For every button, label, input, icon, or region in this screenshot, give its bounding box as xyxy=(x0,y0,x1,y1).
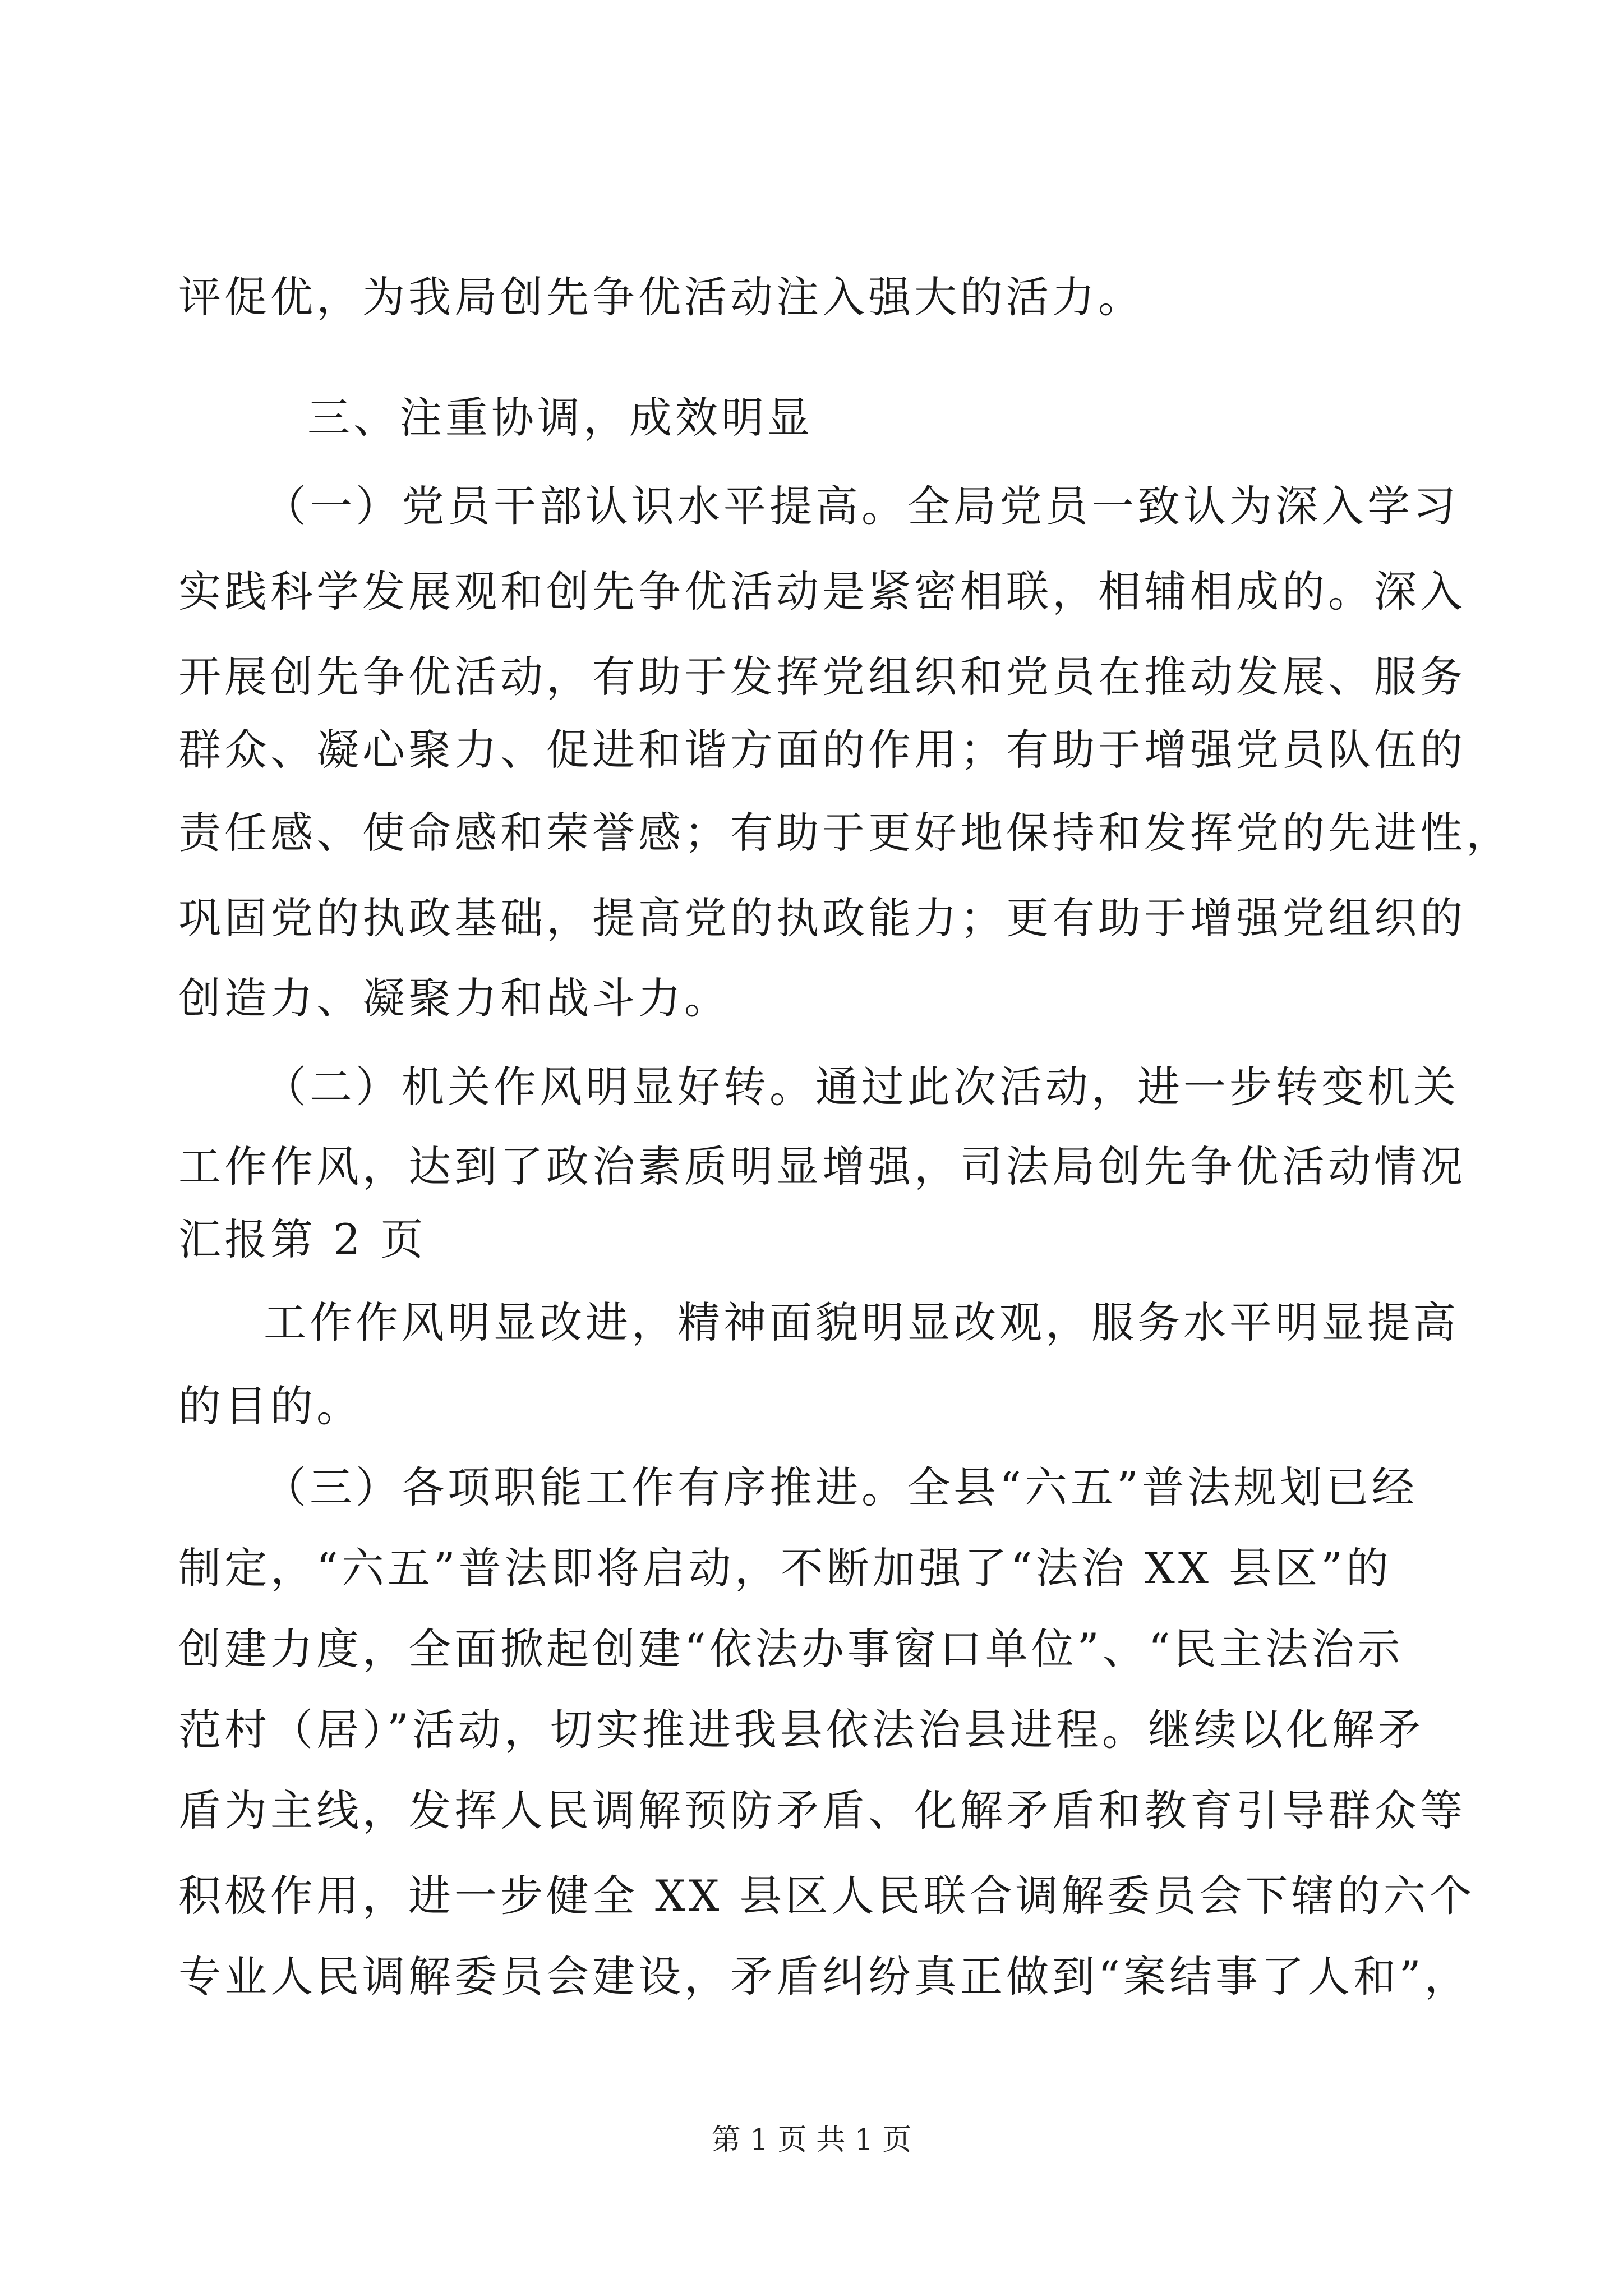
text-line: 盾为主线，发挥人民调解预防矛盾、化解矛盾和教育引导群众等 xyxy=(178,1786,1466,1835)
text-line: 范村（居）”活动，切实推进我县依法治县进程。继续以化解矛 xyxy=(178,1705,1424,1755)
text-line: 实践科学发展观和创先争优活动是紧密相联，相辅相成的。深入 xyxy=(178,567,1466,616)
text-line: （三）各项职能工作有序推进。全县“六五”普法规划已经 xyxy=(264,1462,1418,1512)
text-line: （一）党员干部认识水平提高。全局党员一致认为深入学习 xyxy=(264,481,1459,531)
text-line: （二）机关作风明显好转。通过此次活动，进一步转变机关 xyxy=(264,1062,1459,1112)
text-line: 工作作风，达到了政治素质明显增强，司法局创先争优活动情况 xyxy=(178,1142,1466,1191)
text-line: 汇报第 2 页 xyxy=(178,1214,427,1264)
text-line: 制定，“六五”普法即将启动，不断加强了“法治 XX 县区”的 xyxy=(178,1543,1392,1593)
text-line: 巩固党的执政基础，提高党的执政能力；更有助于增强党组织的 xyxy=(178,893,1466,943)
text-line: 责任感、使命感和荣誉感；有助于更好地保持和发挥党的先进性， xyxy=(178,808,1512,858)
text-line: 创造力、凝聚力和战斗力。 xyxy=(178,973,730,1023)
page-footer: 第 1 页 共 1 页 xyxy=(711,2123,912,2157)
text-line: 专业人民调解委员会建设，矛盾纠纷真正做到“案结事了人和”， xyxy=(178,1952,1470,2001)
text-line: 评促优，为我局创先争优活动注入强大的活力。 xyxy=(178,272,1144,322)
text-line: 开展创先争优活动，有助于发挥党组织和党员在推动发展、服务 xyxy=(178,652,1466,702)
section-heading: 三、注重协调，成效明显 xyxy=(307,393,813,443)
text-line: 创建力度，全面掀起创建“依法办事窗口单位”、“民主法治示 xyxy=(178,1624,1404,1674)
text-line: 工作作风明显改进，精神面貌明显改观，服务水平明显提高 xyxy=(264,1297,1459,1347)
text-line: 群众、凝心聚力、促进和谐方面的作用；有助于增强党员队伍的 xyxy=(178,725,1466,775)
text-line: 积极作用，进一步健全 XX 县区人民联合调解委员会下辖的六个 xyxy=(178,1871,1476,1921)
text-line: 的目的。 xyxy=(178,1381,362,1431)
